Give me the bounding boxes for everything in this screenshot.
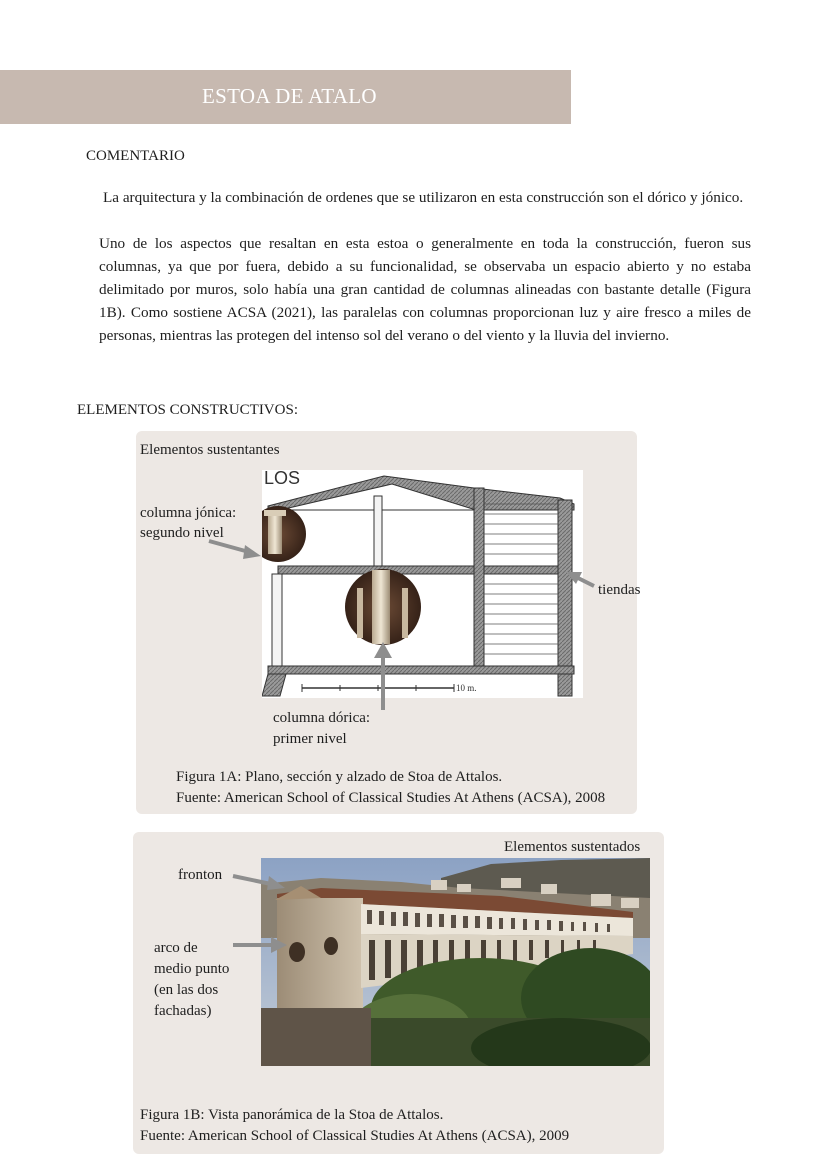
comentario-paragraph-1: La arquitectura y la combinación de ordenes que se utilizaron en esta construcción son el dórico y jónico. [103, 189, 744, 206]
arrow-pediment-icon [231, 868, 289, 896]
arrow-ionic-icon [205, 535, 265, 565]
label-shops: tiendas [598, 582, 641, 598]
figure-1b-panel-title: Elementos sustentados [504, 839, 641, 855]
figure-1b-caption-line2: Fuente: American School of Classical Studies At Athens (ACSA), 2009 [140, 1128, 570, 1144]
figure-1a-caption-line1: Figura 1A: Plano, sección y alzado de Stoa de Attalos. [176, 769, 503, 785]
label-doric-column-line1: columna dórica: [273, 710, 371, 726]
label-doric-column-line2: primer nivel [273, 731, 347, 747]
label-ionic-column-line2: segundo nivel [140, 525, 224, 541]
stoa-section-drawing [262, 470, 583, 698]
arrow-shops-icon [562, 568, 598, 592]
label-arch-line4: fachadas) [154, 1003, 212, 1019]
page-title: ESTOA DE ATALO [202, 84, 377, 108]
label-arch-line2: medio punto [154, 961, 230, 977]
stoa-panoramic-photo [261, 858, 650, 1066]
label-arch-line3: (en las dos [154, 982, 219, 998]
comentario-heading: COMENTARIO [86, 148, 185, 164]
arrow-doric-icon [372, 640, 396, 712]
label-arch-line1: arco de [154, 940, 198, 956]
arrow-arch-icon [231, 934, 289, 956]
drawing-title-fragment: LOS [264, 470, 301, 488]
figure-1a-panel-title: Elementos sustentantes [140, 442, 280, 458]
scale-label: 10 m. [456, 683, 477, 693]
elementos-heading: ELEMENTOS CONSTRUCTIVOS: [77, 402, 298, 418]
label-pediment: fronton [178, 867, 223, 883]
comentario-paragraph-2: Uno de los aspectos que resaltan en esta estoa o generalmente en toda la construcción, fueron sus columnas, ya que por fuera, debido a su funcionalidad, se observaba un espacio abierto y no estaba delimitado por muros, solo había una gran cantidad de columnas alineadas con bastante detalle (Figura 1B). Como sostiene ACSA (2021), las paralelas con columnas proporcionan luz y aire fresco a miles de personas, mientras las protegen del intenso sol del verano o del viento y la lluvia del invierno. [99, 235, 751, 344]
figure-1b-caption-line1: Figura 1B: Vista panorámica de la Stoa de Attalos. [140, 1107, 444, 1123]
figure-1a-caption-line2: Fuente: American School of Classical Studies At Athens (ACSA), 2008 [176, 790, 606, 806]
label-ionic-column-line1: columna jónica: [140, 505, 237, 521]
